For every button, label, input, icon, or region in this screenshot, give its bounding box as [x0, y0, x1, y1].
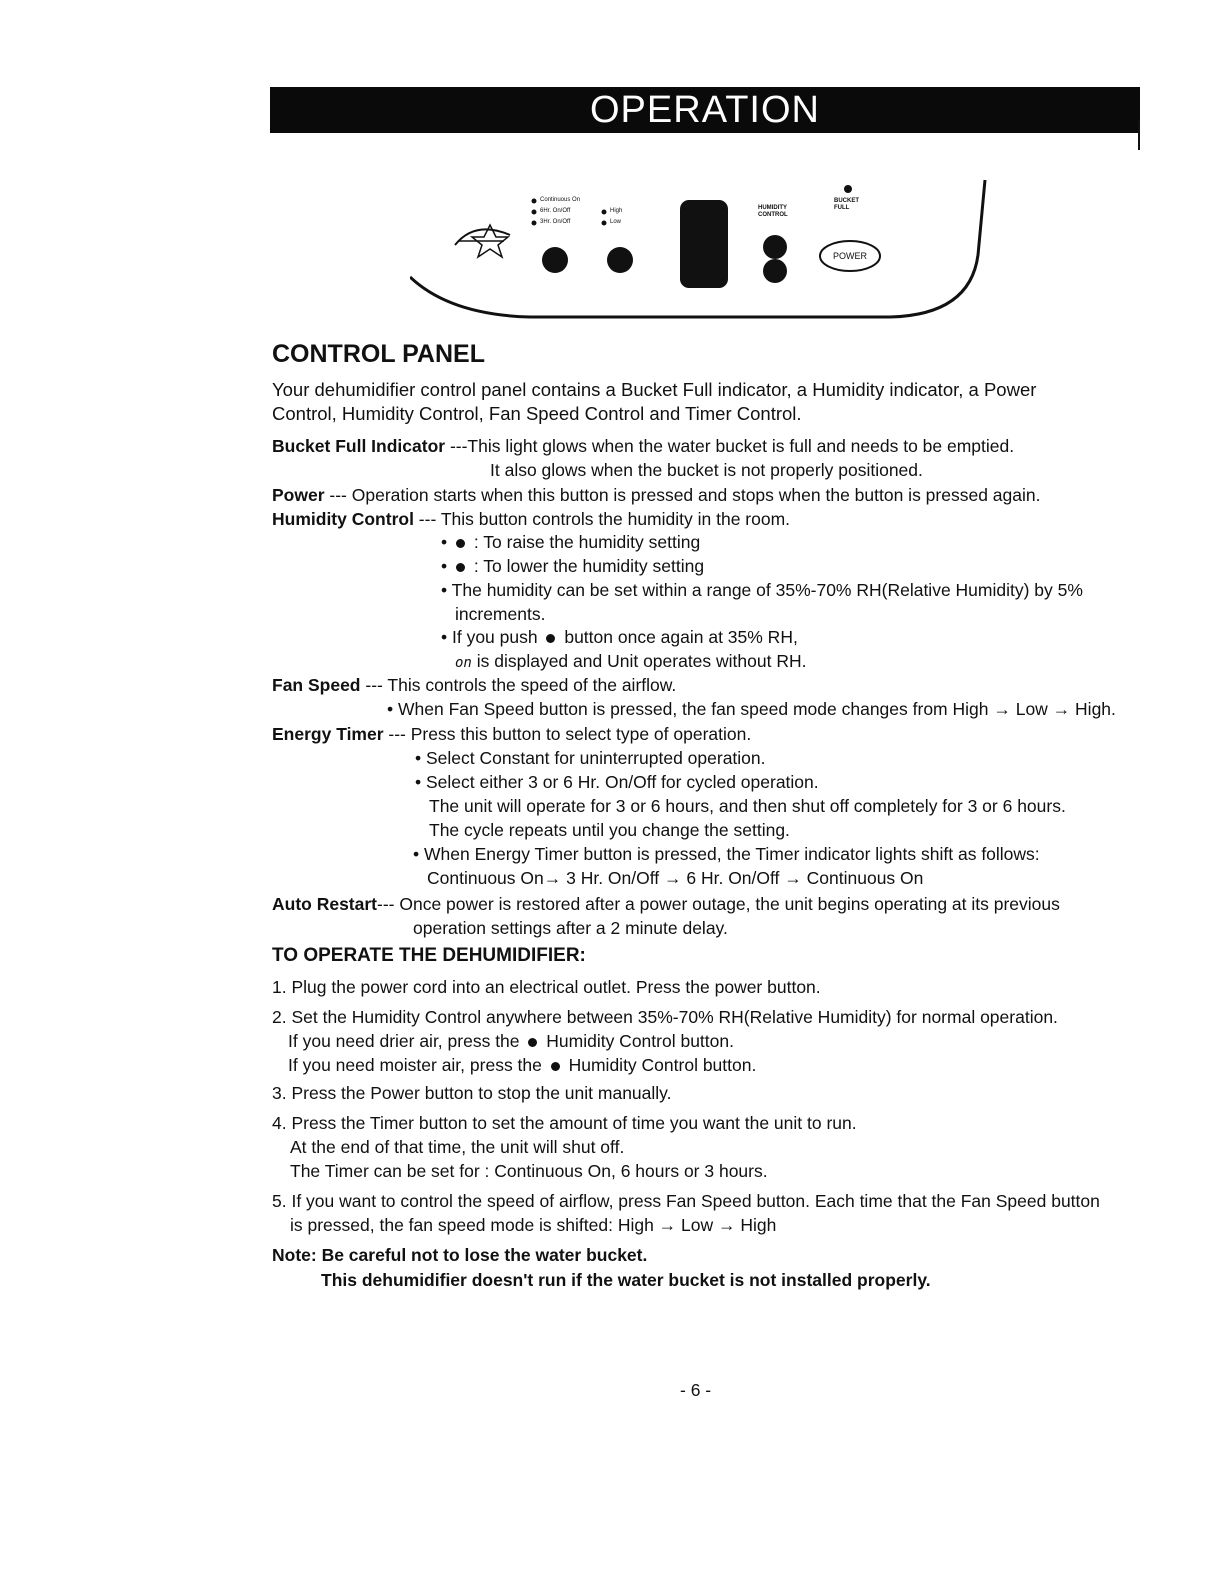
timer-continuous-led [532, 199, 537, 204]
operate-heading: TO OPERATE THE DEHUMIDIFIER: [272, 945, 586, 966]
humidity-raise-item: • : To raise the humidity setting [441, 532, 701, 552]
humidity-control-term: Humidity Control [272, 509, 414, 529]
intro-line-1: Your dehumidifier control panel contains a Bucket Full indicator, a Humidity indicator, a Power [272, 379, 1037, 400]
timer-6hr-led [532, 210, 537, 215]
humidity-control-label: HUMIDITY CONTROL [758, 205, 788, 218]
fan-speed-term: Fan Speed [272, 675, 361, 695]
humidity-raise-text: : To raise the humidity setting [473, 532, 701, 552]
drier-text-a: If you need drier air, press the [288, 1031, 525, 1051]
humidity-display [680, 200, 728, 288]
humidity-push-item [441, 627, 798, 648]
humidity-control-text: --- This button controls the humidity in the room. [413, 509, 791, 529]
humidity-range-text: • The humidity can be set within a range of 35%-70% RH(Relative Humidity) by 5% [441, 580, 1083, 600]
humidity-up-button [763, 235, 787, 259]
fan-label-high: High [610, 208, 623, 214]
operate-step-5: 5. If you want to control the speed of airflow, press Fan Speed button. Each time that the Fan Speed button [272, 1191, 1100, 1211]
operate-step-5-line-2: is pressed, the fan speed mode is shifted: High → Low → High [290, 1215, 777, 1235]
humidity-range-text-2: increments. [455, 604, 546, 624]
timer-bullet-3: • When Energy Timer button is pressed, the Timer indicator lights shift as follows: [413, 844, 1040, 864]
power-text: --- Operation starts when this button is pressed and stops when the button is pressed again. [324, 485, 1041, 505]
operate-step-4: 4. Press the Timer button to set the amount of time you want the unit to run. [272, 1113, 857, 1133]
timer-button [542, 247, 568, 273]
operate-step-4-line-2: At the end of that time, the unit will shut off. [290, 1137, 625, 1157]
drier-text-b: Humidity Control button. [541, 1031, 734, 1051]
control-panel-drawing [410, 165, 1000, 335]
humidity-lower-item: • : To lower the humidity setting [441, 556, 705, 576]
humidity-push-text-b: button once again at 35% RH, [559, 627, 798, 647]
banner-edge-mark [1138, 120, 1140, 150]
operate-step-4-line-3: The Timer can be set for : Continuous On, 6 hours or 3 hours. [290, 1161, 768, 1181]
operate-step-2: 2. Set the Humidity Control anywhere between 35%-70% RH(Relative Humidity) for normal operation. [272, 1007, 1058, 1027]
power-button-label: POWER [833, 251, 868, 261]
auto-restart-term: Auto Restart [272, 894, 378, 914]
control-panel-illustration [410, 165, 1000, 335]
operate-step-2-drier [288, 1031, 734, 1052]
timer-label-6hr: 6Hr. On/Off [540, 208, 571, 214]
timer-3hr-led [532, 221, 537, 226]
humidity-control-description [272, 509, 790, 530]
timer-label-3hr: 3Hr. On/Off [540, 219, 571, 225]
energy-timer-text: --- Press this button to select type of operation. [383, 724, 752, 744]
fan-speed-description [272, 675, 676, 696]
bullet-dot-icon [456, 563, 465, 572]
timer-bullet-1: • Select Constant for uninterrupted operation. [415, 748, 766, 768]
power-term: Power [272, 485, 325, 505]
page-title: OPERATION [590, 89, 820, 131]
bullet-dot-icon [528, 1038, 537, 1047]
humidity-on-text: is displayed and Unit operates without RH. [471, 651, 807, 671]
operate-step-3: 3. Press the Power button to stop the unit manually. [272, 1083, 672, 1103]
fan-labels [610, 206, 622, 228]
humidity-down-button [763, 259, 787, 283]
intro-line-2: Control, Humidity Control, Fan Speed Control and Timer Control. [272, 403, 802, 424]
energy-star-logo [455, 225, 510, 257]
timer-label-continuous: Continuous On [540, 197, 581, 203]
bullet-dot-icon [456, 539, 465, 548]
fan-speed-text: --- This controls the speed of the airflow. [360, 675, 677, 695]
fan-speed-bullet: • When Fan Speed button is pressed, the fan speed mode changes from High → Low → High. [387, 699, 1116, 719]
fan-low-led [602, 221, 607, 226]
bucket-full-text-2: It also glows when the bucket is not properly positioned. [490, 460, 923, 480]
humidity-push-text-a: • If you push [441, 627, 543, 647]
timer-labels [540, 195, 580, 228]
bucket-full-term: Bucket Full Indicator [272, 436, 446, 456]
fan-label-low: Low [610, 219, 622, 225]
on-display-symbol: on [455, 655, 472, 671]
bucket-full-description [272, 436, 1014, 457]
fan-speed-button [607, 247, 633, 273]
humidity-on-item [455, 651, 806, 672]
auto-restart-description [272, 894, 1060, 915]
energy-timer-description [272, 724, 751, 745]
operate-step-1: 1. Plug the power cord into an electrical outlet. Press the power button. [272, 977, 821, 997]
moister-text-a: If you need moister air, press the [288, 1055, 547, 1075]
note-line-1: Note: Be careful not to lose the water bucket. [272, 1245, 648, 1265]
timer-bullet-2: • Select either 3 or 6 Hr. On/Off for cycled operation. [415, 772, 819, 792]
bucket-full-text: ---This light glows when the water bucket is full and needs to be emptied. [445, 436, 1015, 456]
moister-text-b: Humidity Control button. [563, 1055, 757, 1075]
operate-step-2-moister [288, 1055, 756, 1076]
page-title-banner [270, 87, 1140, 133]
timer-bullet-2-line-3: The cycle repeats until you change the setting. [429, 820, 790, 840]
note-line-2: This dehumidifier doesn't run if the water bucket is not installed properly. [321, 1270, 931, 1290]
humidity-lower-text: : To lower the humidity setting [473, 556, 705, 576]
bullet-dot-icon [551, 1062, 560, 1071]
auto-restart-text-2: operation settings after a 2 minute delay. [413, 918, 728, 938]
timer-bullet-3-line-2: Continuous On→ 3 Hr. On/Off → 6 Hr. On/Off → Continuous On [427, 868, 924, 888]
fan-high-led [602, 210, 607, 215]
timer-bullet-2-line-2: The unit will operate for 3 or 6 hours, and then shut off completely for 3 or 6 hours. [429, 796, 1066, 816]
bullet-dot-icon [546, 634, 555, 643]
power-description [272, 485, 1041, 506]
bucket-full-led [844, 185, 852, 193]
energy-timer-term: Energy Timer [272, 724, 384, 744]
bucket-full-label: BUCKET FULL [834, 198, 859, 211]
auto-restart-text: --- Once power is restored after a power outage, the unit begins operating at its previous [377, 894, 1060, 914]
page-number: - 6 - [680, 1380, 712, 1400]
control-panel-heading: CONTROL PANEL [272, 340, 485, 368]
